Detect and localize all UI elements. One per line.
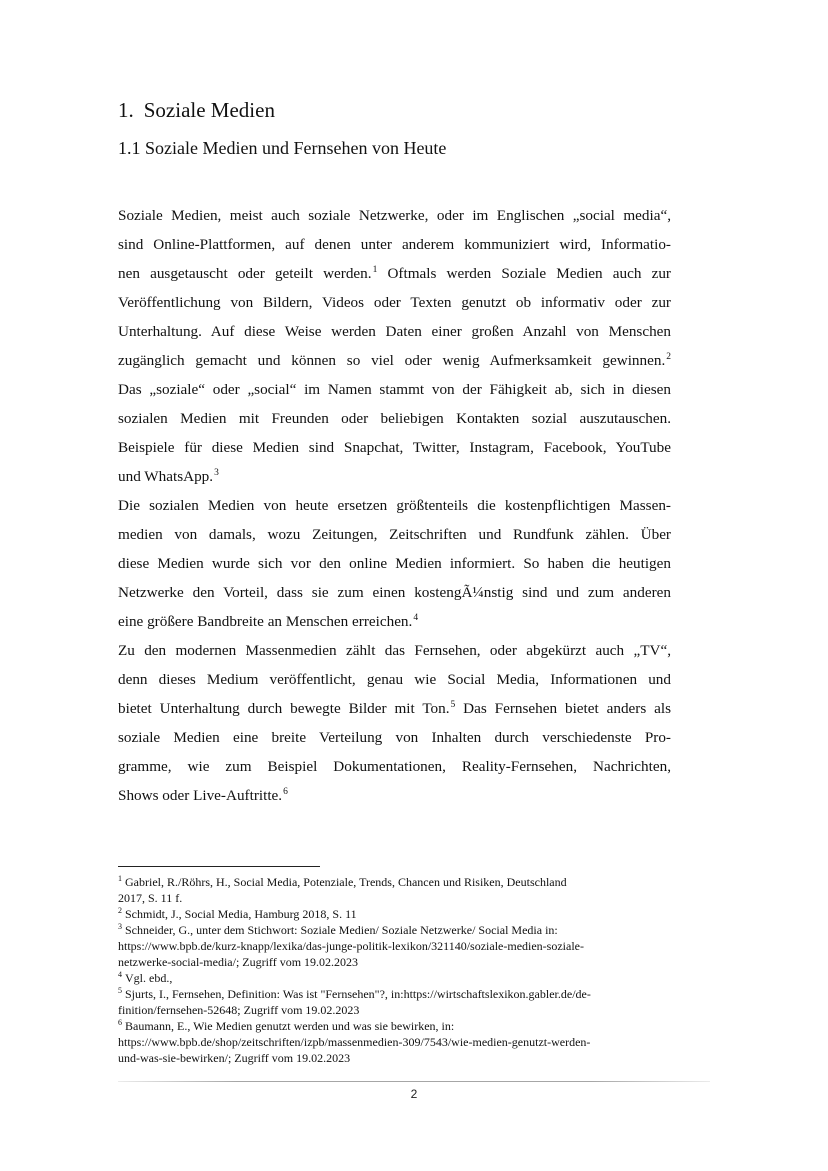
text-line-content: Zu den modernen Massenmedien zählt das Fernsehen, oder abgekürzt auch „TV“, <box>118 642 671 659</box>
footnotes <box>118 874 678 1066</box>
footnote-marker: 3 <box>118 922 122 931</box>
text-line <box>118 346 671 375</box>
text-line-content: nen ausgetauscht oder geteilt werden. <box>118 265 372 282</box>
footnote-line <box>118 1034 678 1050</box>
text-line-content: Veröffentlichung von Bildern, Videos oder Texten genutzt ob informativ oder zur <box>118 294 671 311</box>
footnote-text: Sjurts, I., Fernsehen, Definition: Was ist "Fernsehen"?, in:https://wirtschaftslexikon.gabler.de/de- <box>125 987 591 1001</box>
text-line <box>118 491 671 520</box>
text-line <box>118 433 671 462</box>
text-line <box>118 607 671 636</box>
footnote-marker: 2 <box>118 906 122 915</box>
text-line <box>118 694 671 723</box>
footnote-reference[interactable]: 5 <box>450 699 456 710</box>
text-line-content: sozialen Medien mit Freunden oder beliebigen Kontakten sozial auszutauschen. <box>118 410 671 427</box>
footnote-reference[interactable]: 6 <box>283 786 288 797</box>
text-line-content: Shows oder Live-Auftritte. <box>118 787 283 804</box>
footnote-line <box>118 906 678 922</box>
text-line <box>118 665 671 694</box>
chapter-heading <box>118 96 275 124</box>
footnote-reference[interactable]: 4 <box>413 612 419 623</box>
footnote-separator <box>118 866 320 867</box>
text-line-content: zugänglich gemacht und können so viel oder wenig Aufmerksamkeit gewinnen. <box>118 352 666 369</box>
footnote-line <box>118 874 678 890</box>
footnote-line <box>118 938 678 954</box>
text-line <box>118 259 671 288</box>
text-line <box>118 723 671 752</box>
text-line-continuation: Das Fernsehen bietet anders als <box>455 700 672 717</box>
chapter-title: Soziale Medien <box>143 98 275 122</box>
text-line <box>118 288 671 317</box>
text-line-continuation: Oftmals werden Soziale Medien auch zur <box>377 265 671 282</box>
footnote-marker: 4 <box>118 970 122 979</box>
footnote-line <box>118 986 678 1002</box>
footnote-text: Schneider, G., unter dem Stichwort: Soziale Medien/ Soziale Netzwerke/ Social Media in: <box>125 923 558 937</box>
text-line <box>118 578 671 607</box>
footnote-reference[interactable]: 3 <box>214 467 219 478</box>
footnote-text: 2017, S. 11 f. <box>118 891 183 905</box>
footnote-text: Schmidt, J., Social Media, Hamburg 2018, S. 11 <box>125 907 357 921</box>
text-line-content: Soziale Medien, meist auch soziale Netzwerke, oder im Englischen „social media“, <box>118 207 671 224</box>
footnote-text: https://www.bpb.de/kurz-knapp/lexika/das-junge-politik-lexikon/321140/soziale-medien-soziale- <box>118 939 584 953</box>
text-line <box>118 375 671 404</box>
footnote-marker: 6 <box>118 1018 122 1027</box>
text-line-content: denn dieses Medium veröffentlicht, genau wie Social Media, Informationen und <box>118 671 671 688</box>
text-line-content: soziale Medien eine breite Verteilung von Inhalten durch verschiedenste Pro- <box>118 729 671 746</box>
text-line-content: sind Online-Plattformen, auf denen unter anderem kommuniziert wird, Informatio- <box>118 236 671 253</box>
text-line-content: bietet Unterhaltung durch bewegte Bilder mit Ton. <box>118 700 450 717</box>
footnote-text: und-was-sie-bewirken/; Zugriff vom 19.02.2023 <box>118 1051 351 1065</box>
footnote-text: netzwerke-social-media/; Zugriff vom 19.02.2023 <box>118 955 359 969</box>
footnote-text: https://www.bpb.de/shop/zeitschriften/izpb/massenmedien-309/7543/wie-medien-genutzt-werden- <box>118 1035 591 1049</box>
text-line <box>118 549 671 578</box>
footnote-marker: 1 <box>118 874 122 883</box>
footnote-line <box>118 970 678 986</box>
footnote-line <box>118 1018 678 1034</box>
text-line-content: gramme, wie zum Beispiel Dokumentationen, Reality-Fernsehen, Nachrichten, <box>118 758 671 775</box>
footnote-line <box>118 1002 678 1018</box>
text-line <box>118 230 671 259</box>
text-line-content: eine größere Bandbreite an Menschen erreichen. <box>118 613 413 630</box>
footnote-text: Vgl. ebd., <box>125 971 173 985</box>
text-line <box>118 201 671 230</box>
footnote-marker: 5 <box>118 986 122 995</box>
text-line <box>118 781 671 810</box>
text-line <box>118 317 671 346</box>
footnote-reference[interactable]: 1 <box>372 264 378 275</box>
text-line-content: Die sozialen Medien von heute ersetzen größtenteils die kostenpflichtigen Massen- <box>118 497 671 514</box>
text-line <box>118 752 671 781</box>
text-line <box>118 636 671 665</box>
body-text <box>118 201 671 810</box>
text-line-content: Unterhaltung. Auf diese Weise werden Daten einer großen Anzahl von Menschen <box>118 323 671 340</box>
text-line <box>118 520 671 549</box>
text-line <box>118 404 671 433</box>
text-line-content: Das „soziale“ oder „social“ im Namen stammt von der Fähigkeit ab, sich in diesen <box>118 381 671 398</box>
text-line-content: diese Medien wurde sich vor den online Medien informiert. So haben die heutigen <box>118 555 671 572</box>
chapter-number: 1. <box>118 98 134 122</box>
footnote-text: finition/fernsehen-52648; Zugriff vom 19.02.2023 <box>118 1003 360 1017</box>
footnote-line <box>118 890 678 906</box>
page-number: 2 <box>410 1087 418 1101</box>
footnote-line <box>118 1050 678 1066</box>
footnote-text: Baumann, E., Wie Medien genutzt werden und was sie bewirken, in: <box>125 1019 455 1033</box>
text-line-content: Netzwerke den Vorteil, dass sie zum einen kostengÃ¼nstig sind und zum anderen <box>118 584 671 601</box>
footnote-reference[interactable]: 2 <box>666 351 671 362</box>
text-line <box>118 462 671 491</box>
footnote-line <box>118 954 678 970</box>
text-line-content: medien von damals, wozu Zeitungen, Zeitschriften und Rundfunk zählen. Über <box>118 526 671 543</box>
footnote-line <box>118 922 678 938</box>
text-line-content: und WhatsApp. <box>118 468 214 485</box>
text-line-content: Beispiele für diese Medien sind Snapchat, Twitter, Instagram, Facebook, YouTube <box>118 439 671 456</box>
footnote-text: Gabriel, R./Röhrs, H., Social Media, Potenziale, Trends, Chancen und Risiken, Deutschland <box>125 875 567 889</box>
section-heading: 1.1 Soziale Medien und Fernsehen von Heute <box>118 138 447 158</box>
footer-divider <box>118 1081 710 1082</box>
